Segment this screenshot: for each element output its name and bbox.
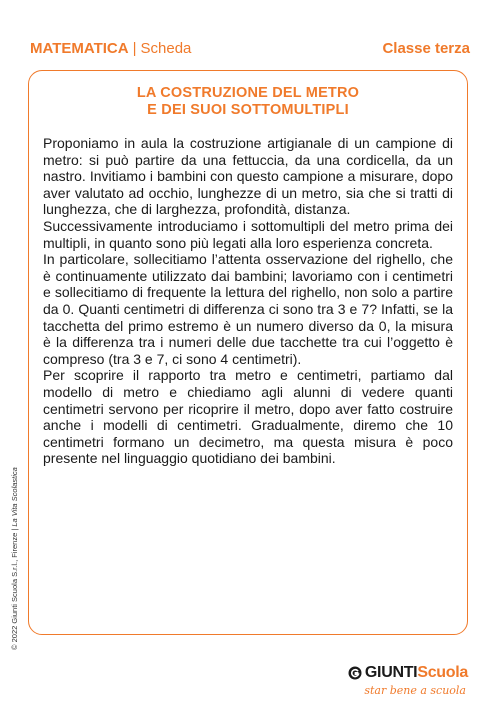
copyright-text: © 2022 Giunti Scuola S.r.l., Firenze | bbox=[10, 526, 19, 650]
subject-label: MATEMATICA bbox=[30, 40, 129, 57]
page-header bbox=[30, 40, 470, 62]
class-label: Classe terza bbox=[382, 40, 470, 57]
paragraph: Per scoprire il rapporto tra metro e centimetri, partiamo dal modello di metro e chiediamo agli alunni di vedere quanti centimetri servono per ricoprire il metro, dopo aver fatto costruire anche i modelli di centimetri. Gradualmente, diremo che 10 centimetri formano un decimetro, ma questa misura è poco presente nel linguaggio quotidiano dei bambini. bbox=[43, 367, 453, 467]
paragraph: Proponiamo in aula la costruzione artigianale di un campione di metro: si può partire da una fettuccia, da una cordicella, da un nastro. Invitiamo i bambini con questo campione a misurare, dopo aver valutato ad occhio, lunghezze di un metro, sia che si tratti di lunghezza, che di larghezza, profondità, distanza. bbox=[43, 135, 453, 218]
sheet-title bbox=[29, 85, 467, 119]
giunti-scuola-logo bbox=[328, 664, 468, 708]
giunti-g-icon bbox=[348, 666, 362, 680]
logo-brand-row bbox=[348, 664, 468, 682]
content-card bbox=[28, 70, 468, 635]
header-separator: | bbox=[132, 40, 137, 57]
title-line-2: E DEI SUOI SOTTOMULTIPLI bbox=[147, 102, 349, 118]
copyright-notice bbox=[10, 467, 19, 650]
title-line-1: LA COSTRUZIONE DEL METRO bbox=[136, 85, 360, 101]
sheet-type-label: Scheda bbox=[140, 40, 192, 57]
logo-brand-part1: GIUNTI bbox=[364, 664, 418, 681]
paragraph: Successivamente introduciamo i sottomultipli del metro prima dei multipli, in quanto sono più legati alla loro esperienza concreta. bbox=[43, 217, 453, 251]
logo-brand-part2: Scuola bbox=[417, 664, 468, 681]
paragraph: In particolare, sollecitiamo l’attenta osservazione del righello, che è continuamente utilizzato dai bambini; lavoriamo con i centimetri e sollecitiamo di frequente la lettura del righello, non solo a partire da 0. Quanti centimetri di differenza ci sono tra 3 e 7? Infatti, se la tacchetta del primo estremo è un numero diverso da 0, la misura è la differenza tra i numeri delle due tacchette tra cui l’oggetto è compreso (tra 3 e 7, ci sono 4 centimetri). bbox=[43, 251, 453, 367]
body-text bbox=[43, 135, 453, 467]
header-left bbox=[30, 40, 191, 57]
magazine-name: La Vita Scolastica bbox=[10, 467, 19, 527]
logo-tagline: star bene a scuola bbox=[364, 684, 466, 697]
